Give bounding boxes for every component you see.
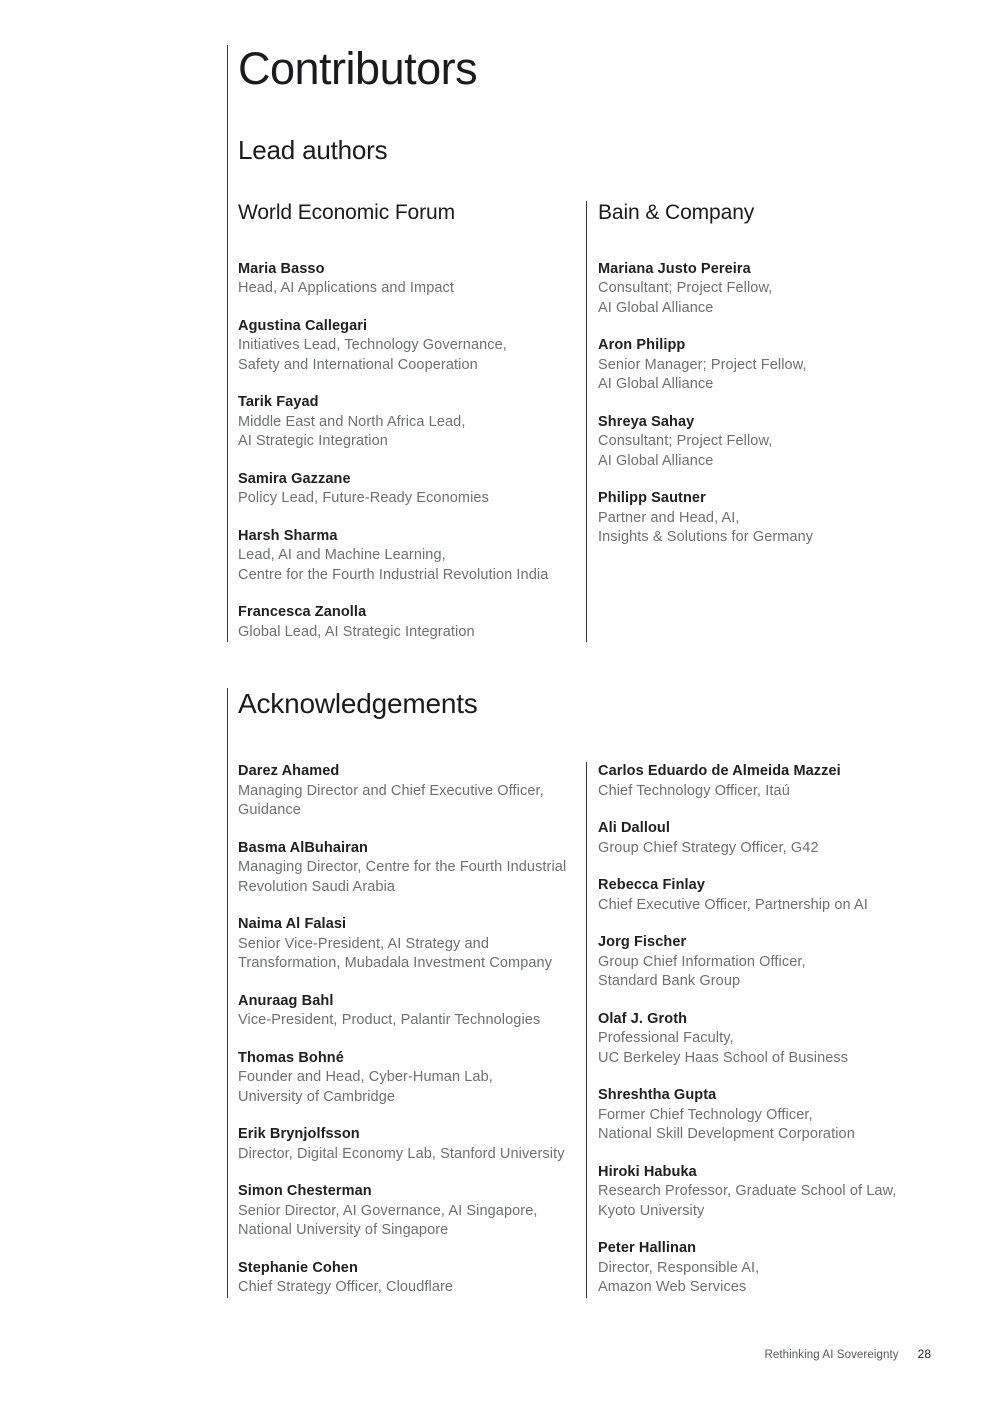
person-name: Olaf J. Groth — [598, 1010, 688, 1027]
person-entry — [598, 819, 933, 858]
people-list-wef — [238, 260, 586, 643]
person-role: Chief Strategy Officer, Cloudflare — [238, 1279, 454, 1296]
lead-authors-column-bain — [586, 201, 933, 642]
person-entry — [598, 762, 933, 801]
person-role: AI Global Alliance — [598, 376, 714, 393]
person-name: Samira Gazzane — [238, 470, 351, 487]
person-role: Professional Faculty, — [598, 1030, 734, 1047]
person-role: Guidance — [238, 802, 301, 819]
person-role: Managing Director and Chief Executive Officer, — [238, 782, 544, 799]
person-name: Thomas Bohné — [238, 1049, 344, 1066]
contributors-section — [227, 45, 933, 642]
person-name: Rebecca Finlay — [598, 877, 705, 894]
person-role: AI Strategic Integration — [238, 433, 388, 450]
person-role: Initiatives Lead, Technology Governance, — [238, 337, 507, 354]
person-entry — [598, 876, 933, 915]
person-entry — [598, 933, 933, 992]
person-role: Transformation, Mubadala Investment Company — [238, 955, 553, 972]
person-role: University of Cambridge — [238, 1088, 396, 1105]
person-name: Hiroki Habuka — [598, 1163, 697, 1180]
person-name: Naima Al Falasi — [238, 916, 347, 933]
acknowledgements-columns — [238, 762, 933, 1298]
person-role: Founder and Head, Cyber-Human Lab, — [238, 1069, 493, 1086]
people-list-bain — [598, 260, 933, 548]
person-entry — [238, 839, 586, 898]
person-role: AI Global Alliance — [598, 452, 714, 469]
person-entry — [598, 1239, 933, 1298]
person-role: Partner and Head, AI, — [598, 509, 740, 526]
person-entry — [238, 393, 586, 452]
person-role: Group Chief Information Officer, — [598, 953, 806, 970]
person-role: Global Lead, AI Strategic Integration — [238, 623, 475, 640]
person-entry — [238, 915, 586, 974]
person-name: Darez Ahamed — [238, 763, 340, 780]
person-name: Shreshtha Gupta — [598, 1087, 717, 1104]
acknowledgements-column-right — [586, 762, 933, 1298]
org-heading-world-economic-forum: World Economic Forum — [238, 201, 456, 225]
page-title: Contributors — [238, 43, 478, 94]
person-role: Chief Executive Officer, Partnership on AI — [598, 896, 868, 913]
person-entry — [238, 1125, 586, 1164]
person-entry — [598, 489, 933, 548]
person-name: Ali Dalloul — [598, 820, 670, 837]
person-role: Senior Manager; Project Fellow, — [598, 356, 807, 373]
acknowledgements-heading: Acknowledgements — [238, 688, 478, 719]
person-role: Vice-President, Product, Palantir Technologies — [238, 1012, 541, 1029]
person-role: Head, AI Applications and Impact — [238, 280, 454, 297]
person-entry — [598, 260, 933, 319]
person-role: Group Chief Strategy Officer, G42 — [598, 839, 819, 856]
person-name: Jorg Fischer — [598, 934, 687, 951]
person-role: Chief Technology Officer, Itaú — [598, 782, 790, 799]
person-role: National Skill Development Corporation — [598, 1126, 855, 1143]
person-role: Policy Lead, Future-Ready Economies — [238, 490, 489, 507]
person-entry — [238, 1049, 586, 1108]
person-entry — [238, 470, 586, 509]
person-name: Stephanie Cohen — [238, 1259, 358, 1276]
person-entry — [238, 260, 586, 299]
person-name: Agustina Callegari — [238, 317, 368, 334]
person-role: Safety and International Cooperation — [238, 356, 478, 373]
person-name: Carlos Eduardo de Almeida Mazzei — [598, 763, 841, 780]
person-name: Shreya Sahay — [598, 413, 695, 430]
people-list-ack-right — [598, 762, 933, 1298]
person-role: Director, Digital Economy Lab, Stanford University — [238, 1145, 565, 1162]
person-role: Director, Responsible AI, — [598, 1259, 760, 1276]
person-name: Anuraag Bahl — [238, 992, 334, 1009]
person-role: Senior Director, AI Governance, AI Singapore, — [238, 1202, 538, 1219]
person-role: Research Professor, Graduate School of Law, — [598, 1183, 897, 1200]
person-role: Insights & Solutions for Germany — [598, 529, 814, 546]
person-role: UC Berkeley Haas School of Business — [598, 1049, 849, 1066]
person-entry — [238, 317, 586, 376]
person-role: Former Chief Technology Officer, — [598, 1106, 813, 1123]
lead-authors-column-wef — [238, 201, 586, 642]
person-entry — [598, 413, 933, 472]
person-role: Centre for the Fourth Industrial Revolution India — [238, 566, 549, 583]
footer-page-number: 28 — [917, 1347, 931, 1361]
footer-report-title: Rethinking AI Sovereignty — [764, 1349, 899, 1361]
acknowledgements-section — [227, 688, 933, 1298]
person-role: Consultant; Project Fellow, — [598, 280, 773, 297]
lead-authors-columns — [238, 201, 933, 642]
person-entry — [238, 1182, 586, 1241]
person-name: Simon Chesterman — [238, 1183, 372, 1200]
person-entry — [238, 992, 586, 1031]
acknowledgements-column-left — [238, 762, 586, 1298]
person-entry — [238, 762, 586, 821]
person-name: Basma AlBuhairan — [238, 839, 368, 856]
person-role: Kyoto University — [598, 1202, 705, 1219]
person-entry — [598, 1010, 933, 1069]
page-footer — [764, 1347, 931, 1361]
person-role: Lead, AI and Machine Learning, — [238, 547, 446, 564]
person-name: Aron Philipp — [598, 337, 686, 354]
person-role: Senior Vice-President, AI Strategy and — [238, 935, 489, 952]
person-name: Francesca Zanolla — [238, 604, 367, 621]
person-entry — [238, 1259, 586, 1298]
person-name: Peter Hallinan — [598, 1240, 697, 1257]
person-entry — [598, 1163, 933, 1222]
person-name: Maria Basso — [238, 260, 325, 277]
person-entry — [238, 603, 586, 642]
person-name: Erik Brynjolfsson — [238, 1126, 360, 1143]
person-name: Harsh Sharma — [238, 527, 338, 544]
person-name: Tarik Fayad — [238, 394, 319, 411]
person-name: Philipp Sautner — [598, 490, 706, 507]
person-entry — [238, 527, 586, 586]
person-role: Managing Director, Centre for the Fourth Industrial — [238, 859, 567, 876]
people-list-ack-left — [238, 762, 586, 1298]
person-entry — [598, 1086, 933, 1145]
person-role: Middle East and North Africa Lead, — [238, 413, 466, 430]
org-heading-bain-company: Bain & Company — [598, 201, 755, 225]
person-role: AI Global Alliance — [598, 299, 714, 316]
person-role: National University of Singapore — [238, 1222, 449, 1239]
person-entry — [598, 336, 933, 395]
person-role: Amazon Web Services — [598, 1279, 747, 1296]
person-role: Consultant; Project Fellow, — [598, 433, 773, 450]
person-name: Mariana Justo Pereira — [598, 260, 751, 277]
person-role: Revolution Saudi Arabia — [238, 878, 396, 895]
lead-authors-heading: Lead authors — [238, 134, 388, 165]
person-role: Standard Bank Group — [598, 973, 741, 990]
